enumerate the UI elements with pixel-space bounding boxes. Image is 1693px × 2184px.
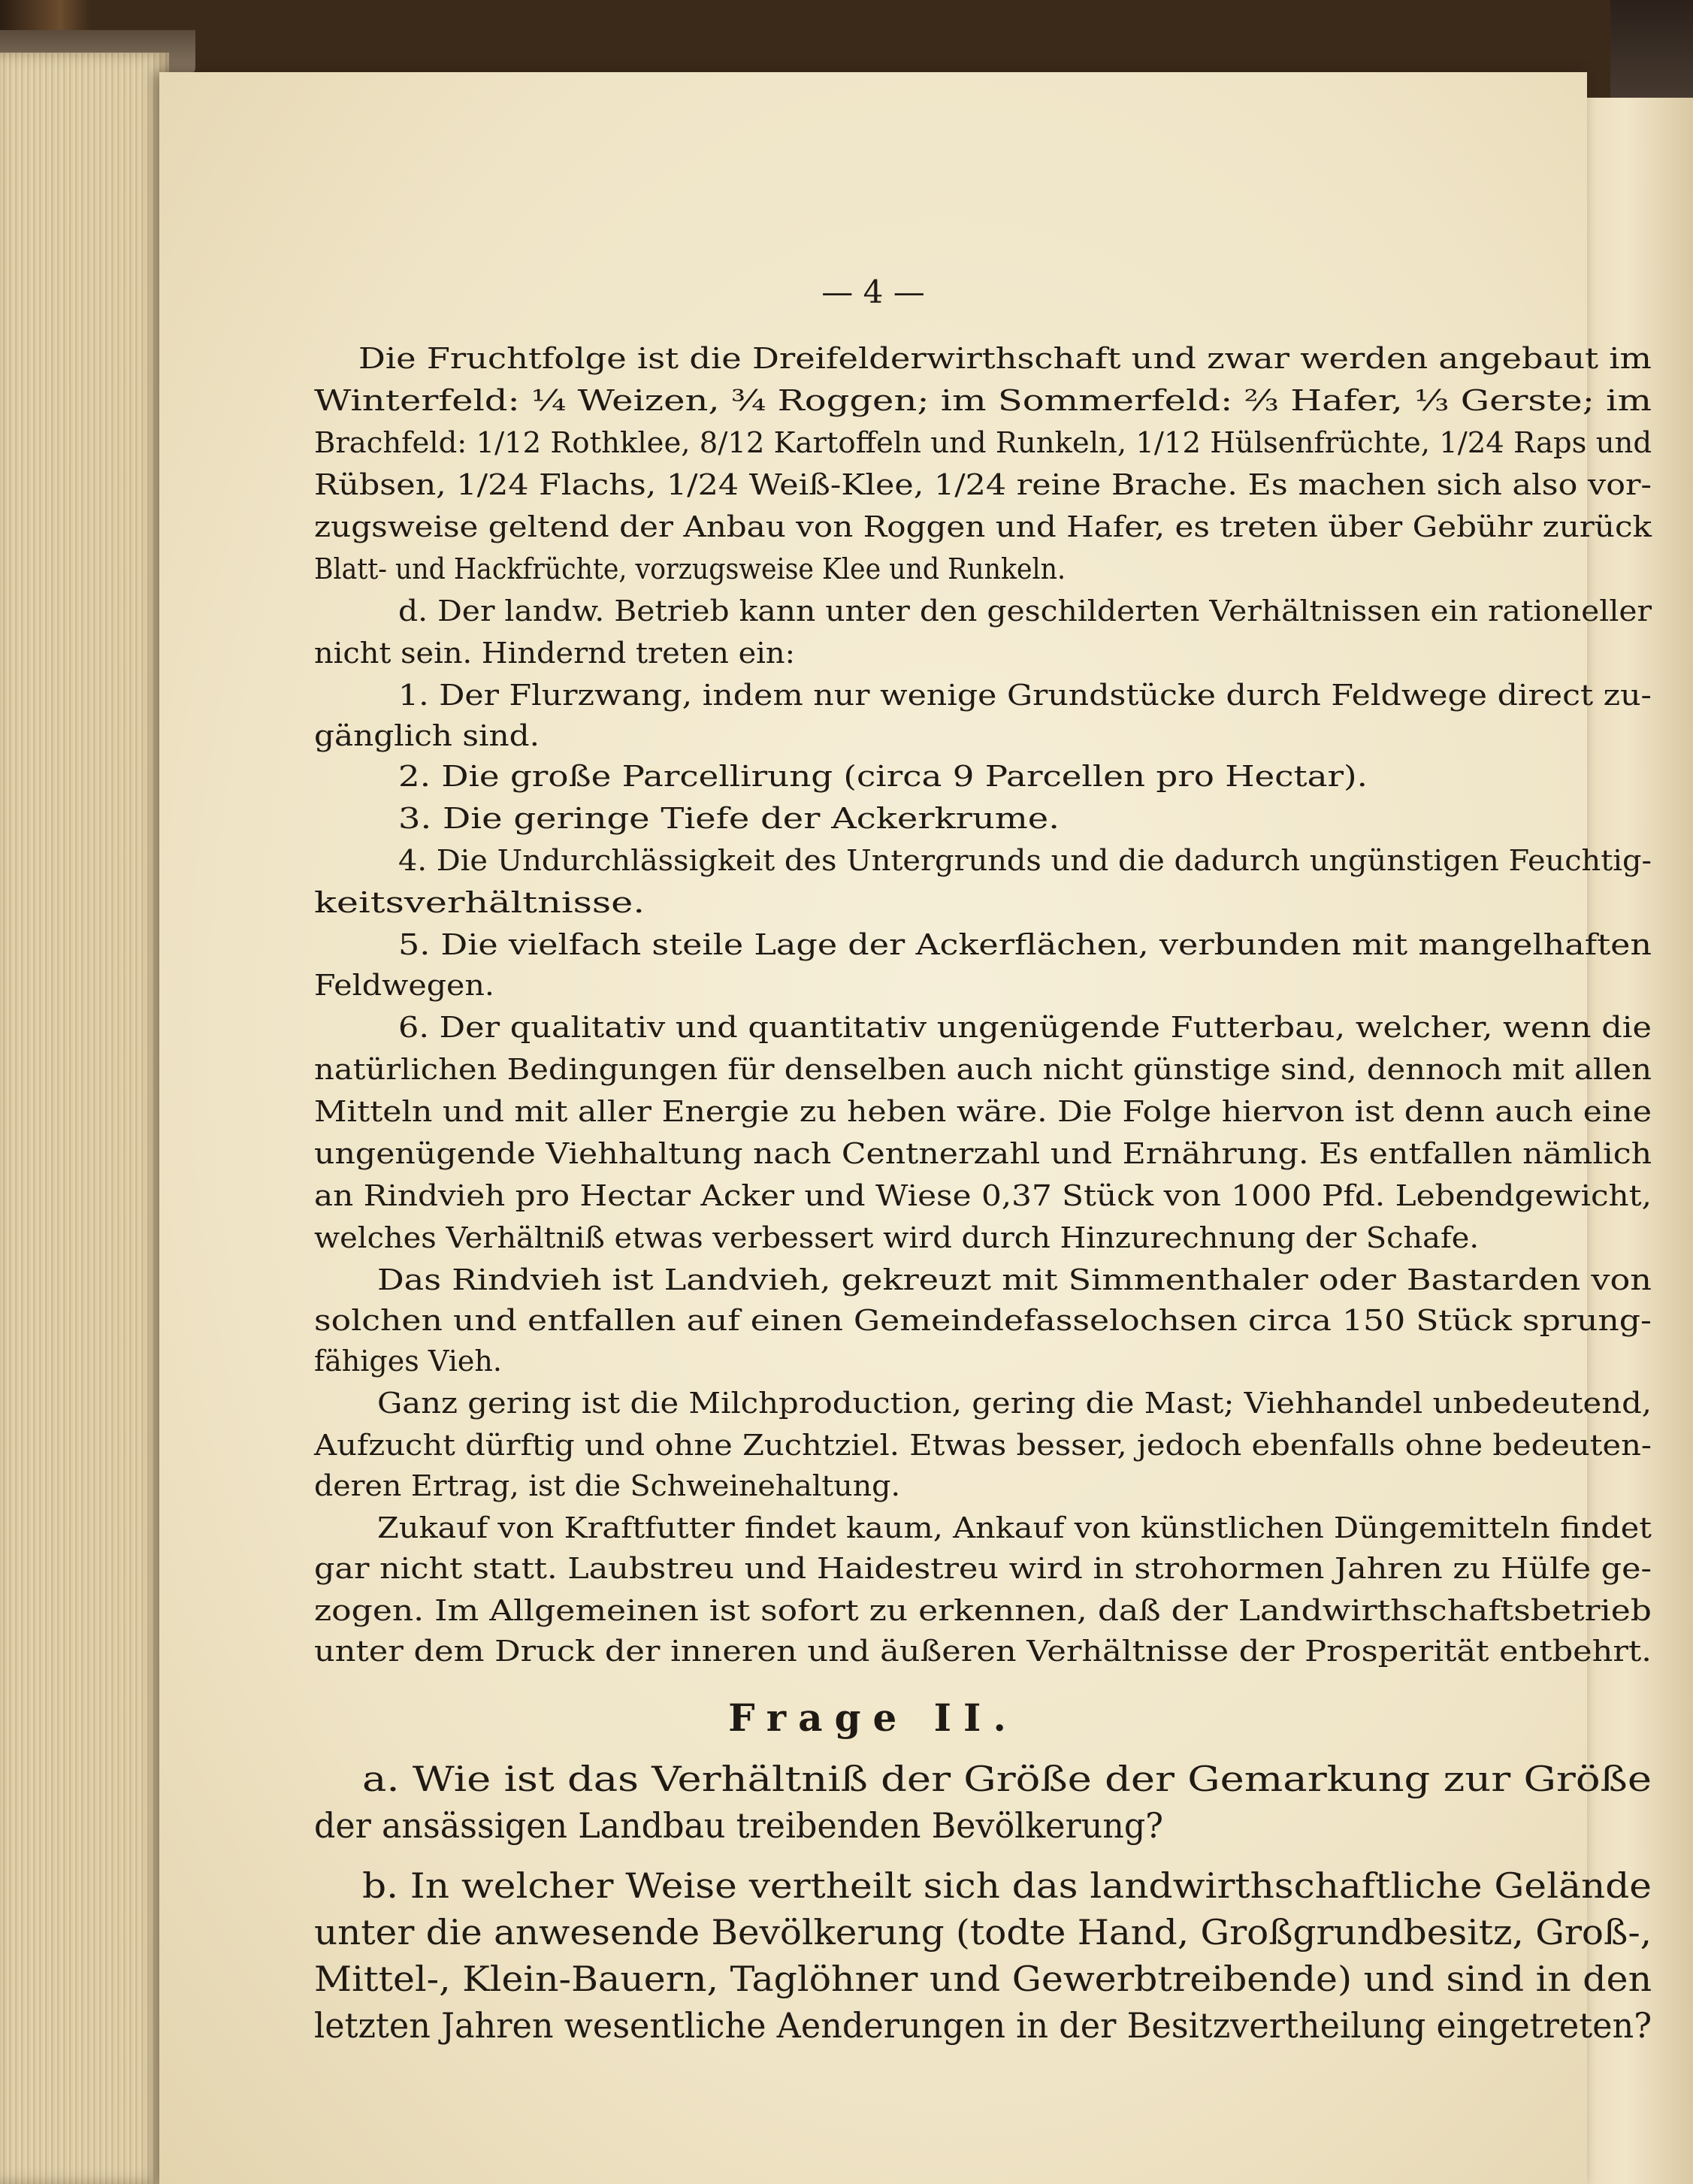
text-line: Mitteln und mit aller Energie zu heben wäre. Die Folge hiervon ist denn auch eine: [314, 1095, 1652, 1128]
text-line: ungenügende Viehhaltung nach Centnerzahl und Ernährung. Es entfallen nämlich: [314, 1137, 1652, 1170]
text-line: Das Rindvieh ist Landvieh, gekreuzt mit Simmenthaler oder Bastarden von: [377, 1263, 1652, 1296]
question-line: b. In welcher Weise vertheilt sich das landwirthschaftliche Gelände: [362, 1865, 1652, 1906]
question-line: letzten Jahren wesentliche Aenderungen in der Besitzvertheilung eingetreten?: [314, 2005, 1652, 2046]
text-line: 1. Der Flurzwang, indem nur wenige Grundstücke durch Feldwege direct zu-: [398, 679, 1652, 712]
text-line: 6. Der qualitativ und quantitativ ungenügende Futterbau, welcher, wenn die: [398, 1011, 1652, 1044]
text-line: gar nicht statt. Laubstreu und Haidestreu wird in strohormen Jahren zu Hülfe ge-: [314, 1552, 1652, 1585]
page-number: — 4 —: [821, 274, 925, 310]
text-line: Blatt- und Hackfrüchte, vorzugsweise Klee und Runkeln.: [314, 552, 1066, 585]
text-line: gänglich sind.: [314, 719, 540, 752]
text-line: deren Ertrag, ist die Schweinehaltung.: [314, 1469, 901, 1502]
text-line: zugsweise geltend der Anbau von Roggen und Hafer, es treten über Gebühr zurück: [314, 510, 1652, 543]
text-line: 4. Die Undurchlässigkeit des Untergrunds und die dadurch ungünstigen Feuchtig-: [398, 844, 1652, 877]
book-page-stack: [0, 53, 169, 2184]
text-line: Ganz gering ist die Milchproduction, gering die Mast; Viehhandel unbedeutend,: [377, 1387, 1652, 1420]
text-line: Winterfeld: ¼ Weizen, ¾ Roggen; im Sommerfeld: ⅔ Hafer, ⅓ Gerste; im: [314, 384, 1652, 417]
text-line: 3. Die geringe Tiefe der Ackerkrume.: [398, 802, 1060, 835]
text-line: an Rindvieh pro Hectar Acker und Wiese 0,37 Stück von 1000 Pfd. Lebendgewicht,: [314, 1179, 1652, 1212]
text-line: 5. Die vielfach steile Lage der Ackerflächen, verbunden mit mangelhaften: [398, 928, 1652, 961]
text-line: Aufzucht dürftig und ohne Zuchtziel. Etwas besser, jedoch ebenfalls ohne bedeuten-: [314, 1429, 1652, 1462]
text-line: Brachfeld: 1/12 Rothklee, 8/12 Kartoffeln und Runkeln, 1/12 Hülsenfrüchte, 1/24 Raps und: [314, 426, 1652, 459]
text-line: Die Fruchtfolge ist die Dreifelderwirthschaft und zwar werden angebaut im: [358, 342, 1652, 375]
question-line: Mittel-, Klein-Bauern, Taglöhner und Gewerbtreibende) und sind in den: [314, 1959, 1652, 1999]
text-line: Zukauf von Kraftfutter findet kaum, Ankauf von künstlichen Düngemitteln findet: [377, 1511, 1652, 1544]
question-line: der ansässigen Landbau treibenden Bevölkerung?: [314, 1805, 1164, 1846]
text-line: Feldwegen.: [314, 969, 494, 1002]
book-page: [159, 72, 1652, 2184]
scan-border: [1610, 0, 1693, 113]
text-line: 2. Die große Parcellirung (circa 9 Parcellen pro Hectar).: [398, 760, 1368, 793]
text-line: keitsverhältnisse.: [314, 886, 645, 919]
text-line: solchen und entfallen auf einen Gemeindefasselochsen circa 150 Stück sprung-: [314, 1304, 1652, 1337]
text-line: Rübsen, 1/24 Flachs, 1/24 Weiß-Klee, 1/24 reine Brache. Es machen sich also vor-: [314, 468, 1652, 501]
text-line: natürlichen Bedingungen für denselben auch nicht günstige sind, dennoch mit allen: [314, 1053, 1652, 1086]
question-line: a. Wie ist das Verhältniß der Größe der Gemarkung zur Größe: [362, 1759, 1652, 1799]
question-title: Frage II.: [728, 1695, 1018, 1740]
text-line: d. Der landw. Betrieb kann unter den geschilderten Verhältnissen ein rationeller: [398, 594, 1652, 628]
text-line: welches Verhältniß etwas verbessert wird durch Hinzurechnung der Schafe.: [314, 1221, 1480, 1254]
text-line: zogen. Im Allgemeinen ist sofort zu erkennen, daß der Landwirthschaftsbetrieb: [314, 1594, 1652, 1627]
text-line: unter dem Druck der inneren und äußeren Verhältnisse der Prosperität entbehrt.: [314, 1635, 1652, 1668]
text-line: fähiges Vieh.: [314, 1345, 502, 1378]
question-line: unter die anwesende Bevölkerung (todte Hand, Großgrundbesitz, Groß-,: [314, 1912, 1652, 1953]
text-line: nicht sein. Hindernd treten ein:: [314, 637, 796, 670]
